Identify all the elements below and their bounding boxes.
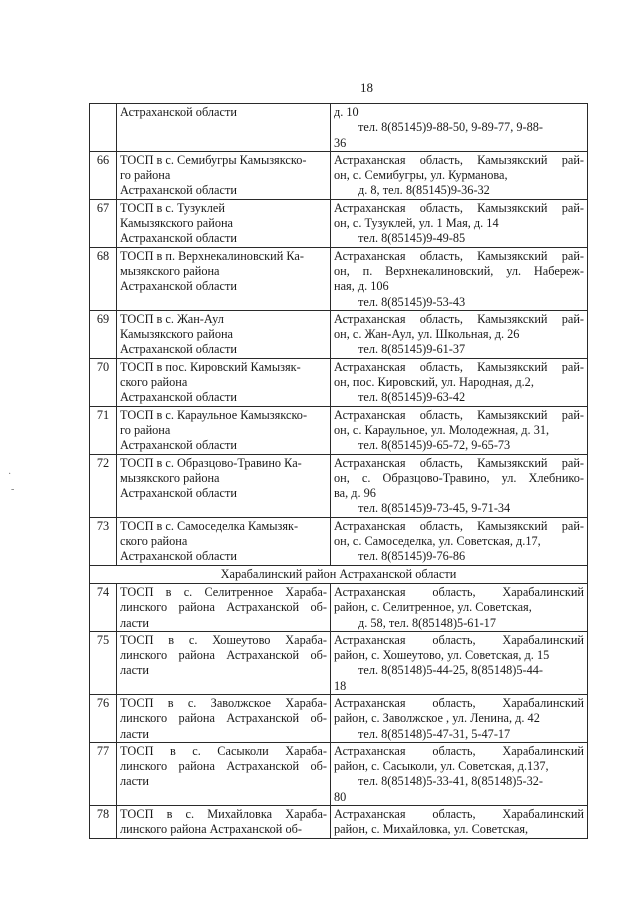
table-row: [90, 151, 588, 199]
section-row: [90, 565, 588, 583]
office-name-line: ТОСП в пос. Кировский Камызяк-: [120, 359, 301, 374]
office-name-cell: [117, 694, 331, 742]
office-name-line: ТОСП в с. Сасыколи Хараба-: [120, 743, 327, 758]
office-name-cell: [117, 310, 331, 358]
table-body-kharabali: [90, 583, 588, 838]
office-name-line: мызякского района: [120, 470, 220, 485]
scan-mark: -: [11, 484, 15, 495]
table-row: [90, 583, 588, 631]
office-name-line: ласти: [120, 615, 150, 630]
office-name-line: линского района Астраханской об-: [120, 600, 327, 615]
row-number: [90, 104, 117, 152]
registry-table: [89, 103, 588, 839]
table-row: [90, 742, 588, 805]
office-name-line: мызякского района: [120, 263, 220, 278]
office-name-line: Астраханской области: [120, 183, 237, 198]
table-row: [90, 806, 588, 839]
phone-line: тел. 8(85148)5-47-31, 5-47-17: [358, 726, 511, 741]
office-name-cell: [117, 583, 331, 631]
office-name-line: ТОСП в с. Тузуклей: [120, 200, 225, 215]
office-name-line: ласти: [120, 774, 150, 789]
address-cell: [331, 151, 588, 199]
address-cell: [331, 104, 588, 152]
address-line: он, с. Караульное, ул. Молодежная, д. 31,: [334, 422, 550, 437]
address-line: 18: [334, 678, 347, 693]
address-line: Астраханская область, Камызякский рай-: [334, 152, 584, 167]
office-name-line: ТОСП в с. Хошеутово Хараба-: [120, 632, 327, 647]
phone-line: д. 58, тел. 8(85148)5-61-17: [358, 615, 496, 630]
office-name-line: Камызякского района: [120, 216, 234, 231]
table-row: [90, 104, 588, 152]
office-name-cell: [117, 631, 331, 694]
office-name-cell: [117, 199, 331, 247]
table-row: [90, 310, 588, 358]
row-number: 67: [90, 199, 117, 247]
row-number: 77: [90, 742, 117, 805]
phone-line: тел. 8(85145)9-76-86: [358, 549, 466, 564]
address-line: ва, д. 96: [334, 486, 376, 501]
address-cell: [331, 406, 588, 454]
section-title: Харабалинский район Астраханской области: [90, 565, 588, 583]
address-line: он, с. Образцово-Травино, ул. Хлебнико-: [334, 470, 584, 485]
phone-line: тел. 8(85145)9-73-45, 9-71-34: [358, 501, 511, 516]
office-name-line: го района: [120, 168, 171, 183]
address-line: Астраханская область, Харабалинский: [334, 743, 584, 758]
address-line: Астраханская область, Камызякский рай-: [334, 407, 584, 422]
table-row: [90, 517, 588, 565]
page-number: 18: [360, 80, 373, 95]
office-name-line: ТОСП в с. Караульное Камызякско-: [120, 407, 308, 422]
row-number: 71: [90, 406, 117, 454]
office-name-line: Астраханской области: [120, 549, 237, 564]
address-line: Астраханская область, Камызякский рай-: [334, 359, 584, 374]
office-name-line: ТОСП в с. Селитренное Хараба-: [120, 584, 327, 599]
address-line: Астраханская область, Харабалинский: [334, 807, 584, 822]
table-row: [90, 694, 588, 742]
table-row: [90, 247, 588, 310]
phone-line: тел. 8(85145)9-61-37: [358, 342, 466, 357]
address-line: район, с. Хошеутово, ул. Советская, д. 15: [334, 648, 550, 663]
address-line: Астраханская область, Камызякский рай-: [334, 200, 584, 215]
office-name-line: Камызякского района: [120, 327, 234, 342]
office-name-line: Астраханской области: [120, 342, 237, 357]
address-line: Астраханская область, Харабалинский: [334, 584, 584, 599]
office-name-cell: [117, 454, 331, 517]
address-cell: [331, 454, 588, 517]
address-line: он, с. Самоседелка, ул. Советская, д.17,: [334, 534, 541, 549]
office-name-line: ТОСП в с. Самоседелка Камызяк-: [120, 518, 299, 533]
phone-line: тел. 8(85148)5-44-25, 8(85148)5-44-: [358, 663, 543, 678]
table-row: [90, 358, 588, 406]
phone-line: тел. 8(85148)5-33-41, 8(85148)5-32-: [358, 774, 543, 789]
address-line: район, с. Селитренное, ул. Советская,: [334, 600, 532, 615]
phone-line: тел. 8(85145)9-49-85: [358, 231, 466, 246]
address-line: Астраханская область, Харабалинский: [334, 695, 584, 710]
table-section: [90, 565, 588, 583]
office-name-line: Астраханской области: [120, 279, 237, 294]
address-cell: [331, 199, 588, 247]
office-name-line: ского района: [120, 534, 188, 549]
address-line: Астраханская область, Камызякский рай-: [334, 518, 584, 533]
office-name-line: Астраханской области: [120, 390, 237, 405]
address-line: Астраханская область, Харабалинский: [334, 632, 584, 647]
address-line: Астраханская область, Камызякский рай-: [334, 455, 584, 470]
row-number: 66: [90, 151, 117, 199]
address-cell: [331, 583, 588, 631]
phone-line: тел. 8(85145)9-88-50, 9-89-77, 9-88-: [358, 120, 543, 135]
row-number: 73: [90, 517, 117, 565]
office-name-line: ТОСП в с. Жан-Аул: [120, 311, 224, 326]
address-cell: [331, 631, 588, 694]
office-name-cell: [117, 806, 331, 839]
office-name-line: Астраханской области: [120, 486, 237, 501]
row-number: 75: [90, 631, 117, 694]
office-name-line: Астраханской области: [120, 105, 237, 119]
row-number: 69: [90, 310, 117, 358]
address-line: он, пос. Кировский, ул. Народная, д.2,: [334, 375, 534, 390]
office-name-line: ТОСП в с. Заволжское Хараба-: [120, 695, 327, 710]
address-line: Астраханская область, Камызякский рай-: [334, 248, 584, 263]
office-name-line: Астраханской области: [120, 438, 237, 453]
office-name-line: ласти: [120, 726, 150, 741]
address-line: район, с. Михайловка, ул. Советская,: [334, 822, 529, 837]
table-row: [90, 454, 588, 517]
row-number: 68: [90, 247, 117, 310]
address-cell: [331, 517, 588, 565]
phone-line: тел. 8(85145)9-53-43: [358, 294, 466, 309]
table-row: [90, 631, 588, 694]
address-cell: [331, 694, 588, 742]
address-line: ная, д. 106: [334, 279, 389, 294]
office-name-line: ласти: [120, 663, 150, 678]
table-row: [90, 199, 588, 247]
address-line: он, с. Жан-Аул, ул. Школьная, д. 26: [334, 327, 520, 342]
office-name-cell: [117, 151, 331, 199]
address-line: район, с. Сасыколи, ул. Советская, д.137,: [334, 759, 549, 774]
table-body-kamyzyak: [90, 104, 588, 566]
address-line: он, с. Семибугры, ул. Курманова,: [334, 168, 508, 183]
office-name-cell: [117, 247, 331, 310]
address-line: район, с. Заволжское , ул. Ленина, д. 42: [334, 711, 540, 726]
address-cell: [331, 247, 588, 310]
row-number: 70: [90, 358, 117, 406]
row-number: 76: [90, 694, 117, 742]
row-number: 78: [90, 806, 117, 839]
table-row: [90, 406, 588, 454]
office-name-line: Астраханской области: [120, 231, 237, 246]
address-line: 36: [334, 135, 347, 150]
office-name-cell: [117, 517, 331, 565]
office-name-line: линского района Астраханской об-: [120, 648, 327, 663]
office-name-line: ТОСП в с. Михайловка Хараба-: [120, 807, 327, 822]
address-line: 80: [334, 789, 347, 804]
office-name-line: линского района Астраханской об-: [120, 759, 327, 774]
office-name-line: го района: [120, 422, 171, 437]
address-line: он, с. Тузуклей, ул. 1 Мая, д. 14: [334, 216, 499, 231]
office-name-cell: [117, 104, 331, 152]
office-name-cell: [117, 742, 331, 805]
phone-line: тел. 8(85145)9-63-42: [358, 390, 466, 405]
row-number: 72: [90, 454, 117, 517]
row-number: 74: [90, 583, 117, 631]
address-line: он, п. Верхнекалиновский, ул. Набереж-: [334, 263, 584, 278]
address-cell: [331, 806, 588, 839]
address-cell: [331, 310, 588, 358]
address-cell: [331, 358, 588, 406]
address-cell: [331, 742, 588, 805]
address-line: Астраханская область, Камызякский рай-: [334, 311, 584, 326]
office-name-line: ТОСП в п. Верхнекалиновский Ка-: [120, 248, 304, 263]
office-name-line: ского района: [120, 375, 188, 390]
office-name-line: линского района Астраханской об-: [120, 711, 327, 726]
scan-mark: ·: [8, 469, 12, 480]
phone-line: д. 8, тел. 8(85145)9-36-32: [358, 183, 490, 198]
office-name-line: ТОСП в с. Образцово-Травино Ка-: [120, 455, 302, 470]
office-name-cell: [117, 358, 331, 406]
office-name-cell: [117, 406, 331, 454]
office-name-line: ТОСП в с. Семибугры Камызякско-: [120, 152, 307, 167]
office-name-line: линского района Астраханской об-: [120, 822, 302, 837]
address-line: д. 10: [334, 105, 359, 119]
phone-line: тел. 8(85145)9-65-72, 9-65-73: [358, 438, 511, 453]
